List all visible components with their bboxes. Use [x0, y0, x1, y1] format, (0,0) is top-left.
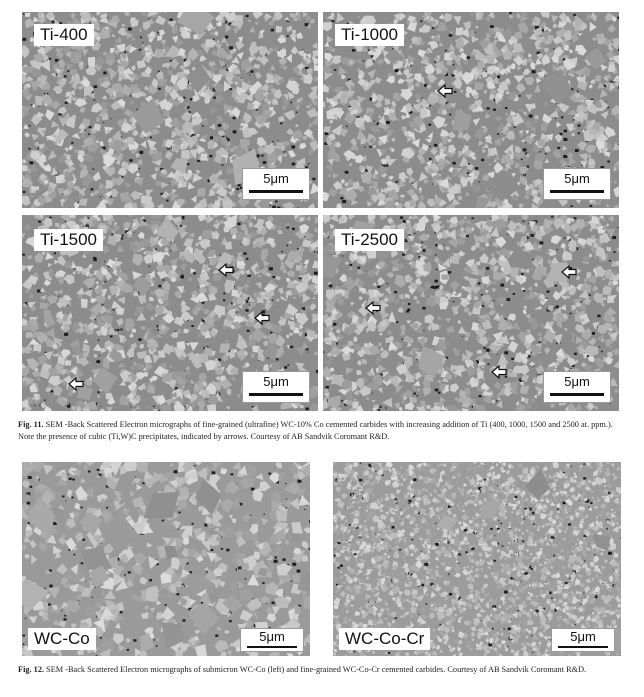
micrograph-ti-2500 — [323, 215, 619, 411]
scale-bar — [543, 371, 611, 403]
grain-texture — [22, 462, 310, 656]
panel-label: Ti-2500 — [335, 229, 404, 251]
scale-bar — [242, 168, 310, 200]
figure-11-caption — [18, 419, 626, 442]
scale-bar-value: 5μm — [263, 374, 289, 389]
scale-bar-value: 5μm — [570, 629, 596, 644]
scale-bar — [543, 168, 611, 200]
arrow-icon — [68, 377, 84, 391]
panel-label: WC-Co-Cr — [339, 628, 430, 650]
scale-bar — [240, 628, 304, 652]
scale-bar-line — [249, 393, 303, 396]
scale-bar — [551, 628, 615, 652]
micrograph-wc-co-cr — [333, 462, 621, 656]
panel-label: Ti-1000 — [335, 24, 404, 46]
arrow-icon — [491, 365, 507, 379]
micrograph-wc-co — [22, 462, 310, 656]
scale-bar — [242, 371, 310, 403]
caption-label: Fig. 12. — [18, 665, 45, 674]
caption-text: SEM -Back Scattered Electron micrographs of fine-grained (ultrafine) WC-10% Co cemented carbides with increasing addition of Ti (400, 1000, 1500 and 2500 at. ppm.). Note the presence of cubic (Ti,W)C precipitates, indicated by arrows. Courtesy of AB Sandvik Coromant R&D. — [18, 420, 613, 441]
arrow-icon — [561, 265, 577, 279]
grain-texture — [333, 462, 621, 656]
scale-bar-line — [550, 190, 604, 193]
arrow-icon — [218, 263, 234, 277]
panel-label: Ti-1500 — [34, 229, 103, 251]
caption-label: Fig. 11. — [18, 420, 44, 429]
micrograph-ti-1000 — [323, 12, 619, 208]
scale-bar-value: 5μm — [263, 171, 289, 186]
scale-bar-line — [247, 646, 297, 648]
scale-bar-value: 5μm — [564, 374, 590, 389]
scale-bar-value: 5μm — [564, 171, 590, 186]
arrow-icon — [254, 311, 270, 325]
micrograph-ti-1500 — [22, 215, 318, 411]
panel-label: Ti-400 — [34, 24, 94, 46]
scale-bar-line — [249, 190, 303, 193]
scale-bar-value: 5μm — [259, 629, 285, 644]
scale-bar-line — [558, 646, 608, 648]
panel-label: WC-Co — [28, 628, 96, 650]
scale-bar-line — [550, 393, 604, 396]
micrograph-ti-400 — [22, 12, 318, 208]
caption-text: SEM -Back Scattered Electron micrographs of submicron WC-Co (left) and fine-grained WC-Co-Cr cemented carbides. Courtesy of AB Sandvik Coromant R&D. — [44, 665, 587, 674]
figure-12-caption — [18, 664, 626, 676]
arrow-icon — [365, 301, 381, 315]
arrow-icon — [437, 84, 453, 98]
